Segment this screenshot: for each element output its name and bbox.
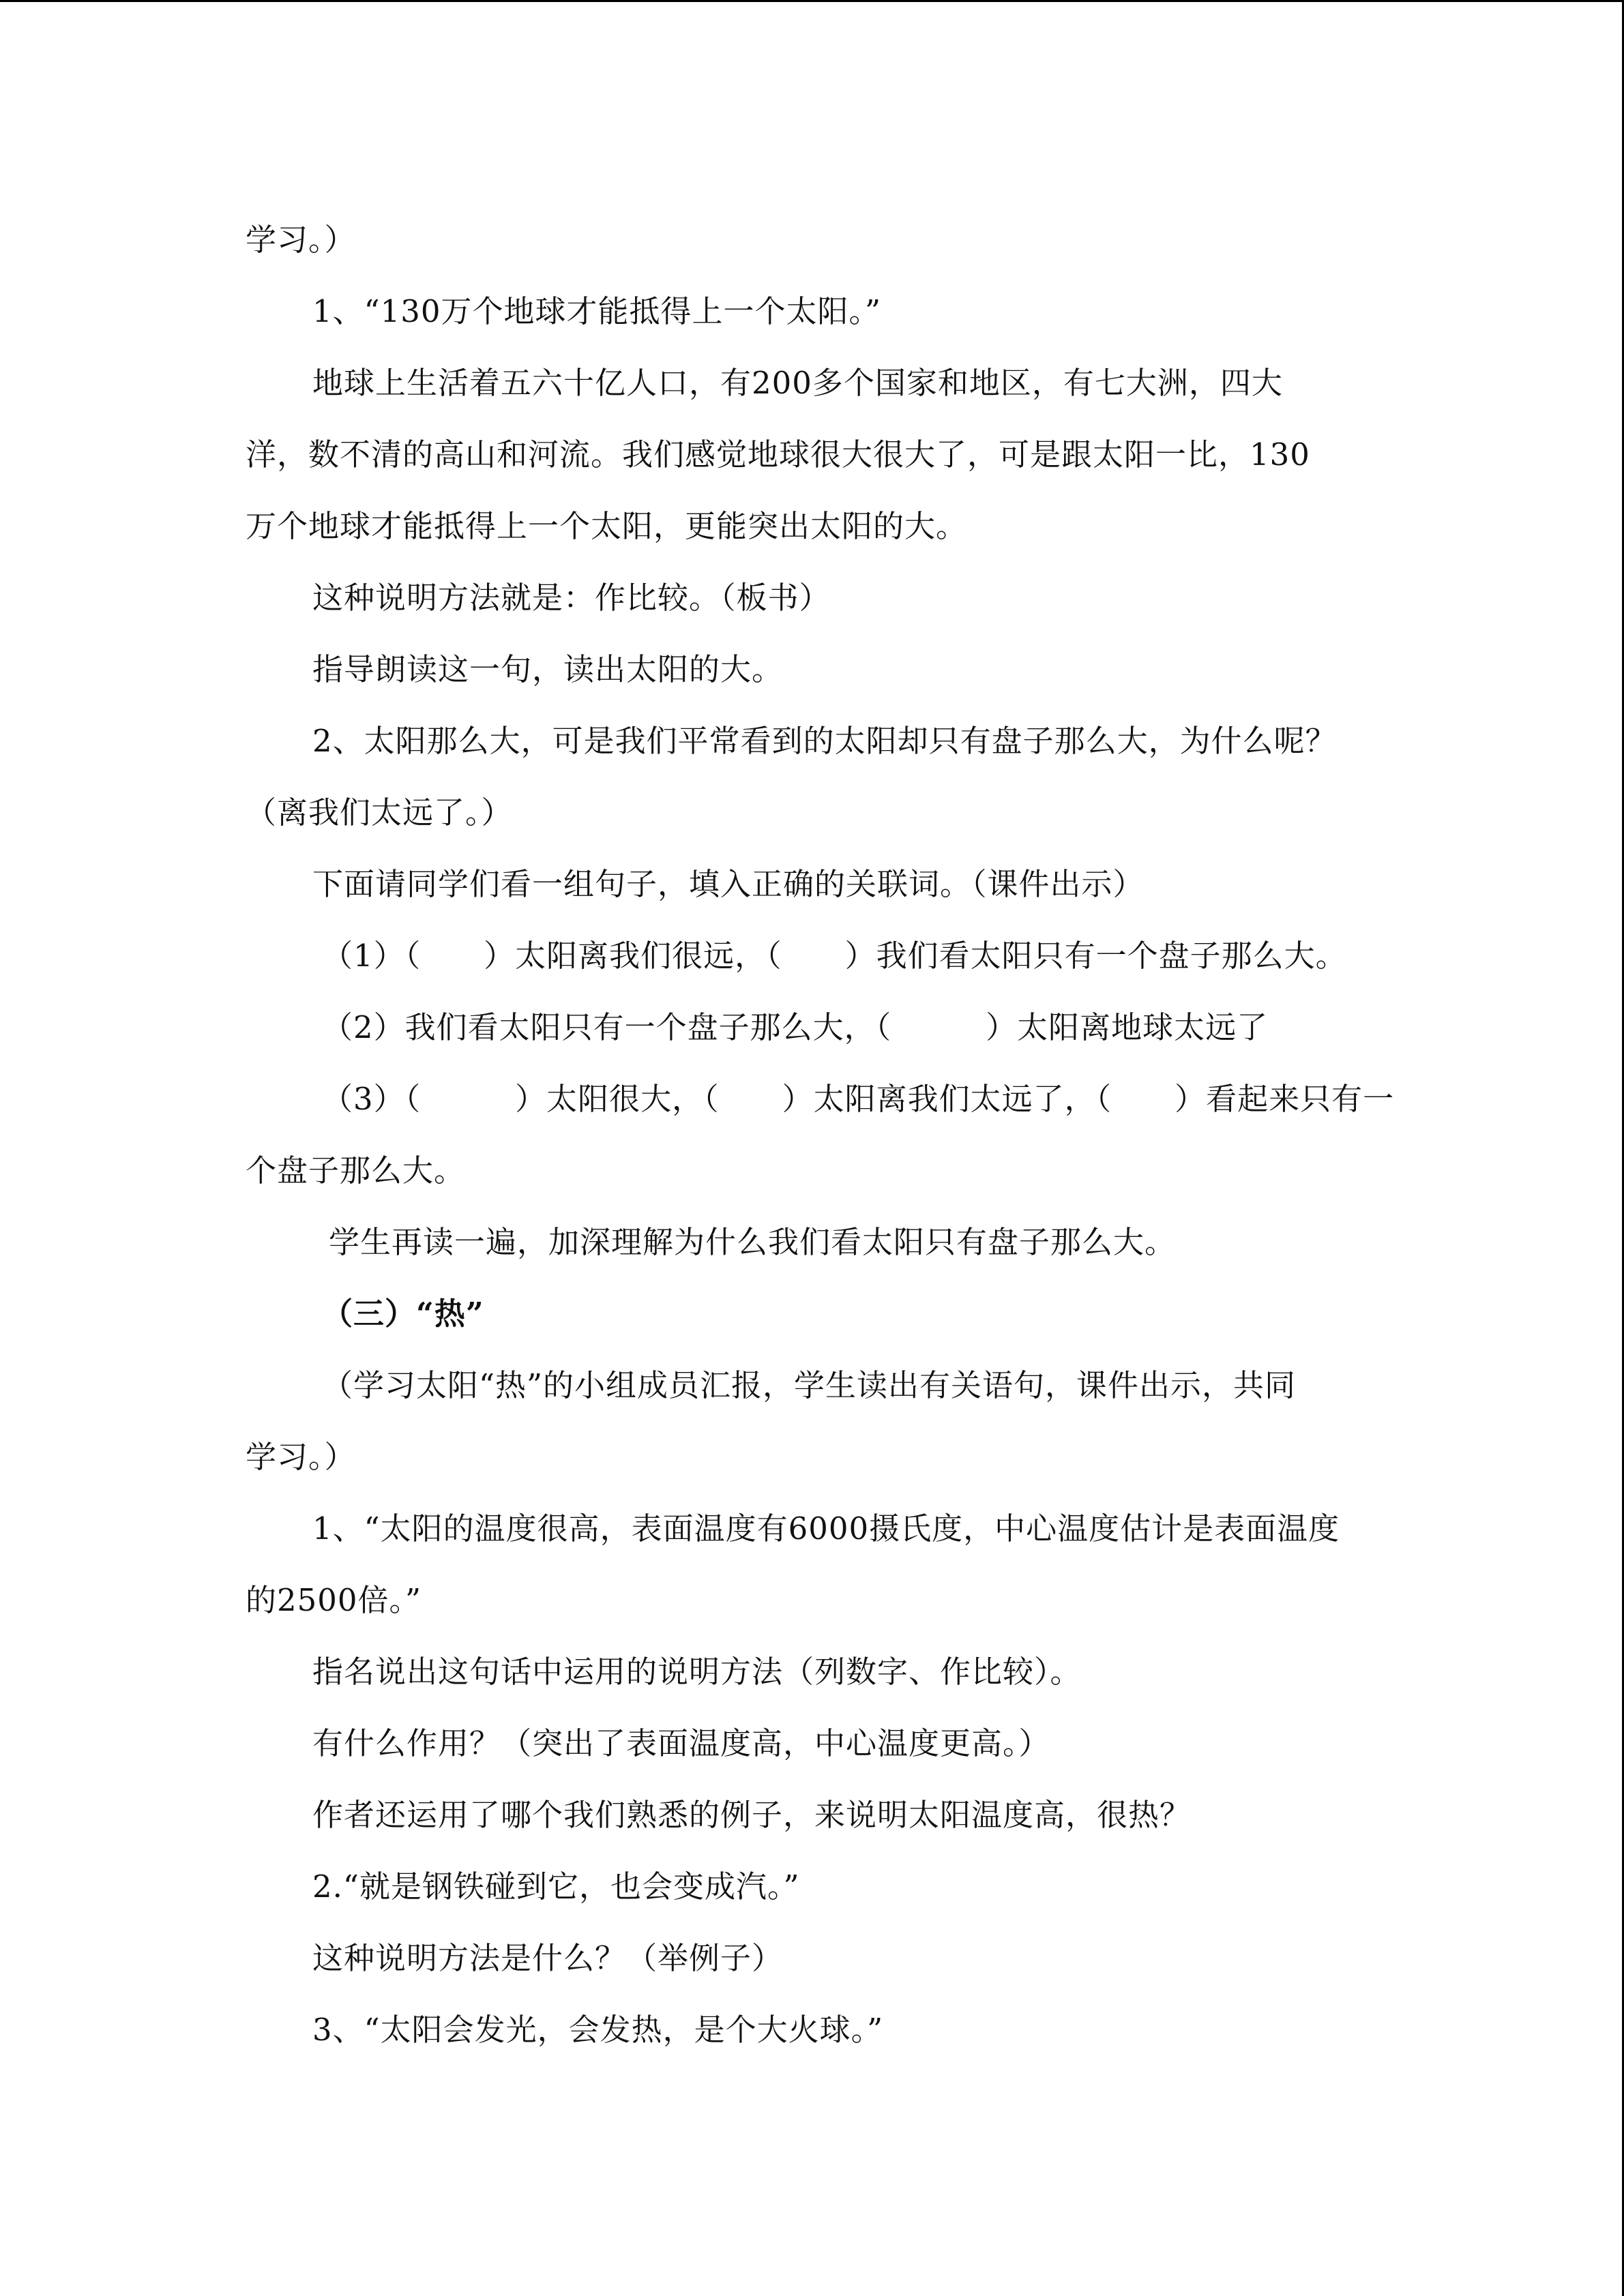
text-line-20: 的2500倍。” xyxy=(246,1582,422,1618)
text-line-7: 指导朗读这一句，读出太阳的大。 xyxy=(312,651,784,687)
section-heading-heat: （三）“热” xyxy=(322,1296,484,1332)
text-line-24: 2.“就是钢铁碰到它，也会变成汽。” xyxy=(312,1868,800,1905)
text-line-8: 2、太阳那么大，可是我们平常看到的太阳却只有盘子那么大，为什么呢？ xyxy=(312,723,1337,759)
text-line-25: 这种说明方法是什么？（举例子） xyxy=(312,1940,784,1976)
text-line-19: 1、“太阳的温度很高，表面温度有6000摄氏度，中心温度估计是表面温度 xyxy=(312,1510,1340,1547)
text-line-22: 有什么作用？（突出了表面温度高，中心温度更高。） xyxy=(312,1725,1050,1761)
text-line-23: 作者还运用了哪个我们熟悉的例子，来说明太阳温度高，很热？ xyxy=(312,1797,1192,1833)
text-line-2: 1、“130万个地球才能抵得上一个太阳。” xyxy=(312,293,882,329)
text-line-21: 指名说出这句话中运用的说明方法（列数字、作比较）。 xyxy=(312,1654,1082,1690)
text-line-1: 学习。） xyxy=(246,222,356,258)
text-line-15: 学生再读一遍，加深理解为什么我们看太阳只有盘子那么大。 xyxy=(329,1224,1177,1260)
text-line-4: 洋，数不清的高山和河流。我们感觉地球很大很大了，可是跟太阳一比，130 xyxy=(246,436,1310,473)
text-line-3: 地球上生活着五六十亿人口，有200多个国家和地区，有七大洲，四大 xyxy=(312,365,1283,401)
text-line-9: （离我们太远了。） xyxy=(246,794,513,831)
text-line-11: （1）（ ）太阳离我们很远，（ ）我们看太阳只有一个盘子那么大。 xyxy=(322,938,1347,974)
text-line-18: 学习。） xyxy=(246,1439,356,1475)
text-line-14: 个盘子那么大。 xyxy=(246,1152,466,1189)
text-line-10: 下面请同学们看一组句子，填入正确的关联词。（课件出示） xyxy=(312,866,1145,902)
text-line-6: 这种说明方法就是：作比较。（板书） xyxy=(312,580,831,616)
text-line-17: （学习太阳“热”的小组成员汇报，学生读出有关语句，课件出示，共同 xyxy=(322,1367,1297,1403)
text-line-13: （3）（ ）太阳很大，（ ）太阳离我们太远了，（ ）看起来只有一 xyxy=(322,1081,1395,1117)
text-line-5: 万个地球才能抵得上一个太阳，更能突出太阳的大。 xyxy=(246,508,968,544)
text-line-26: 3、“太阳会发光，会发热，是个大火球。” xyxy=(312,2012,884,2048)
text-line-12: （2）我们看太阳只有一个盘子那么大，（ ）太阳离地球太远了 xyxy=(322,1009,1269,1045)
